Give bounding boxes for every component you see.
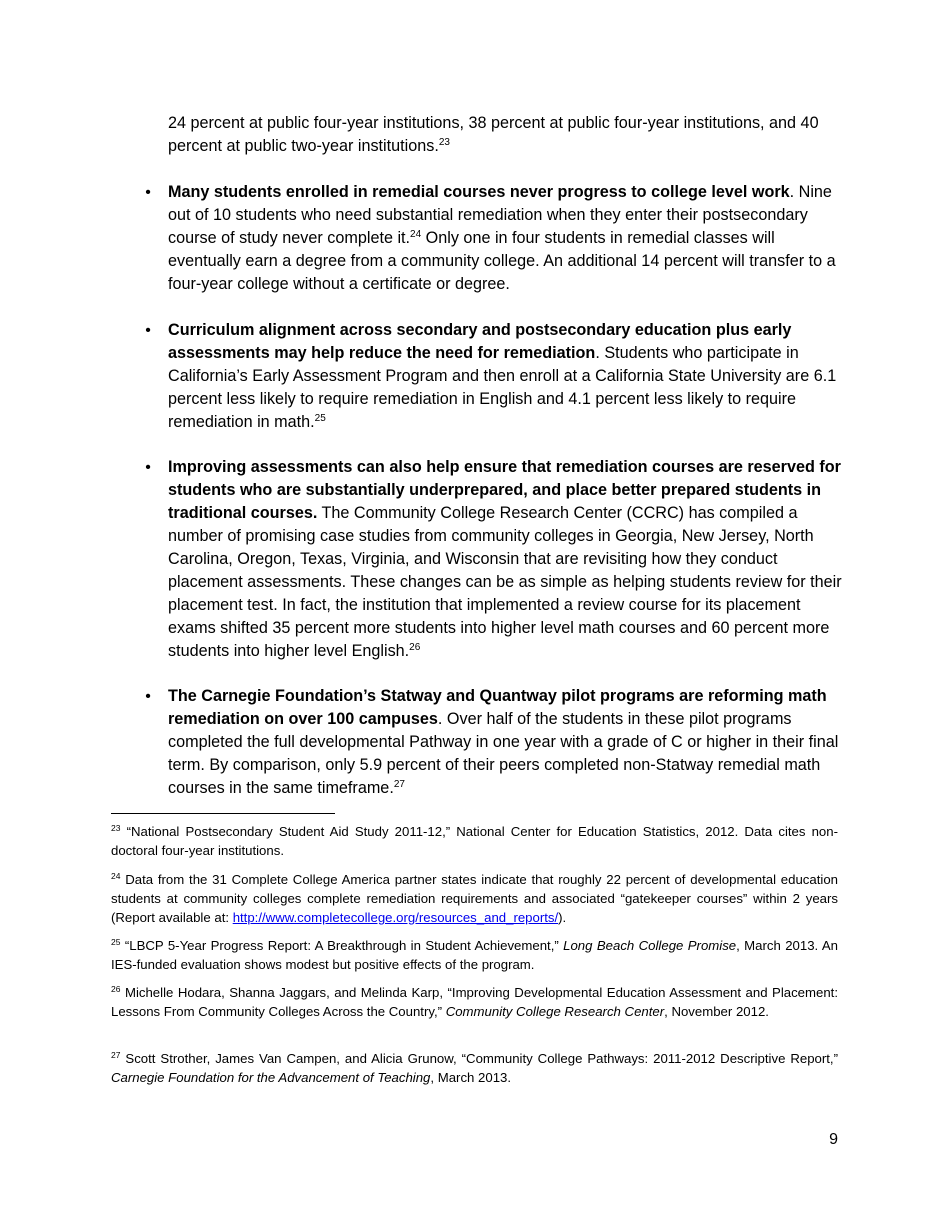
bullet-item: • The Carnegie Foundation’s Statway and Quantway pilot programs are reforming math remediation on over 100 campuses. Over half of the students in these pilot programs completed the full developmental Pathway in one year with a grade of C or higher in their final term. By comparison, only 5.9 percent of their peers completed non-Statway remedial math courses in the same timeframe.$^{27}$ bbox=[168, 685, 848, 800]
footnote-ref: 26 bbox=[409, 642, 421, 653]
footnote-27: $^{27}$ Scott Strother, James Van Campen, and Alicia Grunow, “Community College Pathways: 2011-2012 Descriptive Report,” Carnegie Foundation for the Advancement of Teaching, March 2013. bbox=[111, 1050, 838, 1085]
bullet-item: • Improving assessments can also help ensure that remediation courses are reserved for students who are substantially underprepared, and place better prepared students in traditional courses. The Community College Research Center (CCRC) has compiled a number of promising case studies from community colleges in Georgia, New Jersey, North Carolina, Oregon, Texas, Virginia, and Wisconsin that are revisiting how they conduct placement assessments. These changes can be as simple as helping students review for their placement test. In fact, the institution that implemented a review course for its placement exams shifted 35 percent more students into higher level math courses and 60 percent more students into higher level English.$^{26}$ bbox=[168, 456, 848, 663]
footnote-23: $^{23}$ “National Postsecondary Student Aid Study 2011-12,” National Center for Education Statistics, 2012. Data cites non-doctoral four-year institutions. bbox=[111, 823, 838, 858]
bullet-dot: • bbox=[145, 459, 151, 476]
bullet-heading: Curriculum alignment across secondary and postsecondary education plus early assessments may help reduce the need for remediation bbox=[168, 321, 792, 362]
footnote-ref: 24 bbox=[410, 229, 422, 240]
bullet-heading: The Carnegie Foundation’s Statway and Quantway pilot programs are reforming math remediation on over 100 campuses bbox=[168, 687, 827, 728]
page-number: 9 bbox=[829, 1131, 838, 1148]
footnote-number: 24 bbox=[111, 871, 121, 881]
footnote-number: 27 bbox=[111, 1050, 121, 1060]
footnote-separator bbox=[111, 813, 335, 814]
footnote-ref: 27 bbox=[393, 779, 405, 790]
bullet-dot: • bbox=[145, 688, 151, 705]
footnote-number: 25 bbox=[111, 937, 121, 947]
bullet-item: • Many students enrolled in remedial courses never progress to college level work. Nine out of 10 students who need substantial remediation when they enter their postsecondary course of study never complete it.$^{24}$ Only one in four students in remedial classes will eventually earn a degree from a community college. An additional 14 percent will transfer to a four-year college without a certificate or degree. bbox=[168, 181, 848, 296]
bullet-dot: • bbox=[145, 322, 151, 339]
bullet-heading: Improving assessments can also help ensure that remediation courses are reserved for students who are substantially underprepared, and place better prepared students in traditional courses. bbox=[168, 458, 841, 522]
footnote-25: $^{25}$ “LBCP 5-Year Progress Report: A Breakthrough in Student Achievement,” Long Beach College Promise, March 2013. An IES-funded evaluation shows modest but positive effects of the program. bbox=[111, 937, 838, 972]
footnote-ref: 25 bbox=[314, 413, 326, 424]
footnote-number: 26 bbox=[111, 984, 121, 994]
intro-paragraph: 24 percent at public four-year institutions, 38 percent at public four-year institutions, and 40 percent at public two-year institutions.$^{23}$ bbox=[168, 114, 819, 155]
footnote-24: $^{24}$ Data from the 31 Complete College America partner states indicate that roughly 22 percent of developmental education students at community colleges complete remediation requirements and associated “gatekeeper courses” within 2 years (Report available at: http://www.completecollege.org/resources_and_reports/). bbox=[111, 871, 838, 925]
footnote-number: 23 bbox=[111, 823, 121, 833]
report-link[interactable]: http://www.completecollege.org/resources_and_reports/ bbox=[232, 910, 559, 925]
footnote-26: $^{26}$ Michelle Hodara, Shanna Jaggars, and Melinda Karp, “Improving Developmental Education Assessment and Placement: Lessons From Community Colleges Across the Country,” Community College Research Center, November 2012. bbox=[111, 984, 838, 1019]
bullet-dot: • bbox=[145, 184, 151, 201]
bullet-item: • Curriculum alignment across secondary and postsecondary education plus early assessments may help reduce the need for remediation. Students who participate in California’s Early Assessment Program and then enroll at a California State University are 6.1 percent less likely to require remediation in English and 4.1 percent less likely to require remediation in math.$^{25}$ bbox=[168, 319, 848, 434]
footnote-ref: 23 bbox=[438, 137, 450, 148]
bullet-heading: Many students enrolled in remedial courses never progress to college level work bbox=[168, 183, 790, 201]
